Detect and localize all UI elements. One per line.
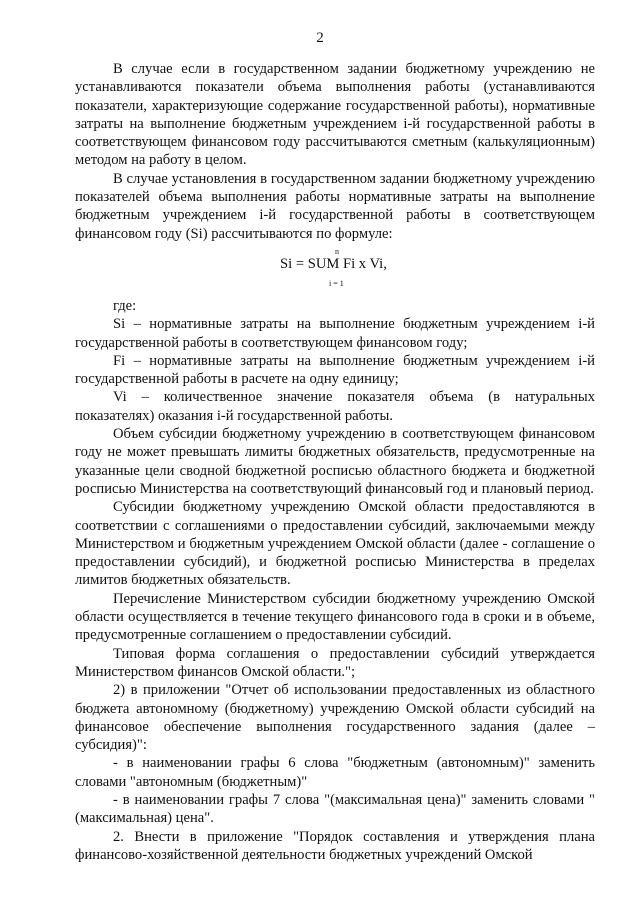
paragraph: 2) в приложении "Отчет об использовании предоставленных из областного бюджета автономному (бюджетному) учреждению Омской области субсидий на финансовое обеспечение выполнения государственного задания (далее – субсидия)":	[75, 682, 595, 754]
paragraph: Fi – нормативные затраты на выполнение бюджетным учреждением i-й государственной работы в расчете на одну единицу;	[75, 352, 595, 388]
paragraph: Si – нормативные затраты на выполнение бюджетным учреждением i-й государственной работы в соответствующем финансовом году;	[75, 316, 595, 351]
formula-upper-limit: n	[335, 246, 339, 256]
where-label: где:	[113, 297, 137, 314]
formula	[75, 243, 595, 291]
paragraph: - в наименовании графы 6 слова "бюджетным (автономным)" заменить словами "автономным (бюджетным)"	[75, 755, 595, 790]
formula-lower-limit: i = 1	[329, 278, 344, 288]
page-number: 2	[316, 30, 324, 46]
paragraph: В случае установления в государственном задании бюджетному учреждению показателей объема выполнения работы нормативные затраты на выполнение бюджетным учреждением i-й государственной работы в соответствующем финансовом году (Si) рассчитываются по формуле:	[75, 170, 595, 242]
paragraph: 2. Внести в приложение "Порядок составления и утверждения плана финансово-хозяйственной деятельности бюджетных учреждений Омской	[75, 828, 595, 863]
paragraph: Субсидии бюджетному учреждению Омской области предоставляются в соответствии с соглашениями о предоставлении субсидий, заключаемыми между Министерством и бюджетным учреждением Омской области (далее - соглашение о предоставлении субсидий), и бюджетной росписью Министерства в пределах лимитов бюджетных обязательств.	[75, 499, 595, 589]
document-body	[75, 60, 595, 864]
paragraph: В случае если в государственном задании бюджетному учреждению не устанавливаются показатели объема выполнения работы (устанавливаются показатели, характеризующие содержание государственной работы), нормативные затраты на выполнение бюджетным учреждением i-й государственной работы в соответствующем финансовом году рассчитываются сметным (калькуляционным) методом на работу в целом.	[75, 61, 595, 169]
paragraph: - в наименовании графы 7 слова "(максимальная цена)" заменить словами "(максимальная) цена".	[75, 791, 595, 827]
formula-main: Si = SUM Fi x Vi,	[280, 255, 387, 272]
paragraph: Vi – количественное значение показателя объема (в натуральных показателях) оказания i-й государственной работы.	[75, 389, 595, 424]
paragraph: Объем субсидии бюджетному учреждению в соответствующем финансовом году не может превышать лимиты бюджетных обязательств, предусмотренные на указанные цели сводной бюджетной росписью областного бюджета и бюджетной росписью Министерства на соответствующий финансовый год и плановый период.	[75, 426, 595, 497]
paragraph: Типовая форма соглашения о предоставлении субсидий утверждается Министерством финансов Омской области.";	[75, 645, 595, 680]
paragraph: Перечисление Министерством субсидии бюджетному учреждению Омской области осуществляется в течение текущего финансового года в сроки и в объеме, предусмотренные соглашением о предоставлении субсидий.	[75, 590, 595, 644]
